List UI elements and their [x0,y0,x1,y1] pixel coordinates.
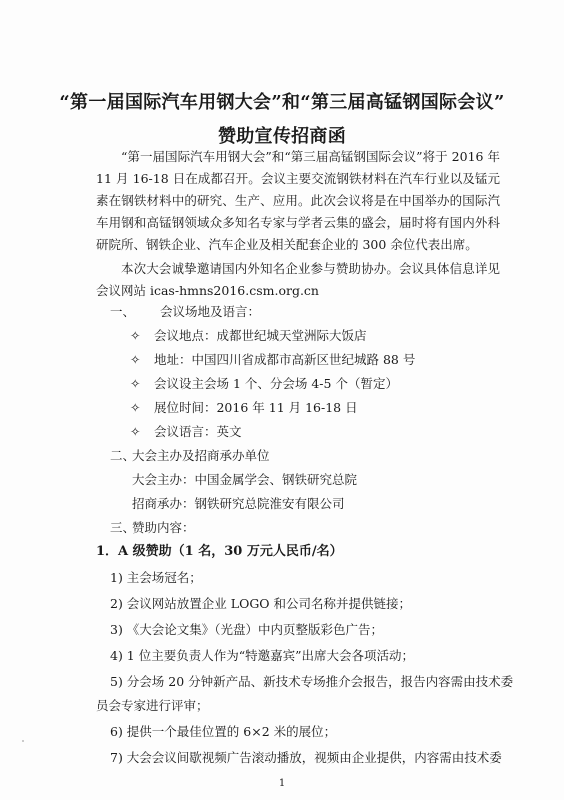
section-1-number: 一、 [110,304,136,319]
section-1-item [130,422,242,442]
sponsor-item: 5) 分会场 20 分钟新产品、新技术专场推介会报告，报告内容需由技术委 [110,674,514,689]
invite-paragraph: 本次大会诚挚邀请国内外知名企业参与赞助协办。会议具体信息详见会议网站 icas-hmns2016.csm.org.cn [96,261,500,298]
level-a-heading: 1．A 级赞助（1 名，30 万元人民币/名） [96,544,343,559]
sponsor-item: 2) 会议网站放置企业 LOGO 和公司名称并提供链接； [110,596,412,611]
sponsor-item-continuation: 员会专家进行评审； [96,698,209,713]
sponsor-item: 4) 1 位主要负责人作为“特邀嘉宾”出席大会各项活动； [110,648,415,663]
diamond-bullet-icon: ✧ [130,376,141,391]
contractor-line: 招商承办：钢铁研究总院淮安有限公司 [132,496,345,511]
section-2-number: 二、 [110,448,136,463]
diamond-bullet-icon: ✧ [130,352,141,367]
section-3-title: 赞助内容： [132,520,195,535]
item-text: 会议地点：成都世纪城天堂洲际大饭店 [153,328,367,343]
intro-paragraph: “第一届国际汽车用钢大会”和“第三届高锰钢国际会议”将于 2016 年 11 月 16-18 日在成都召开。会议主要交流钢铁材料在汽车行业以及锰元素在钢铁材料中的研究、生产、应用。此次会议将是在中国举办的国际汽车用钢和高锰钢领域众多知名专家与学者云集的盛会，届时将有国内外科研院所、钢铁企业、汽车企业及相关配套企业的 300 余位代表出席。 [96,149,500,252]
diamond-bullet-icon: ✧ [130,424,141,439]
section-1-item [130,374,398,394]
organizer-line: 大会主办：中国金属学会、钢铁研究总院 [132,472,358,487]
sponsor-item: 6) 提供一个最佳位置的 6×2 米的展位； [110,724,337,739]
item-text: 会议语言：英文 [153,424,242,439]
sponsor-item: 1) 主会场冠名； [110,570,202,585]
page-number: 1 [278,778,286,789]
sponsor-item: 3) 《大会论文集》（光盘）中内页整版彩色广告； [110,622,384,637]
section-1-item [130,398,358,418]
document-title-line1: “第一届国际汽车用钢大会”和“第三届高锰钢国际会议” [59,92,505,113]
item-text: 展位时间：2016 年 11 月 16-18 日 [153,400,358,415]
section-1-title: 会议场地及语言： [160,304,261,319]
section-3-number: 三、 [110,520,136,535]
diamond-bullet-icon: ✧ [130,400,141,415]
document-title-line2: 赞助宣传招商函 [217,126,347,147]
item-text: 地址：中国四川省成都市高新区世纪城路 88 号 [153,352,416,367]
sponsor-item: 7) 大会会议间歇视频广告滚动播放，视频由企业提供，内容需由技术委 [110,750,502,765]
diamond-bullet-icon: ✧ [130,328,141,343]
scan-speck [22,740,24,742]
item-text: 会议设主会场 1 个、分会场 4-5 个（暂定） [153,376,398,391]
section-1-item [130,326,367,346]
section-2-title: 大会主办及招商承办单位 [132,448,270,463]
section-1-item [130,350,415,370]
